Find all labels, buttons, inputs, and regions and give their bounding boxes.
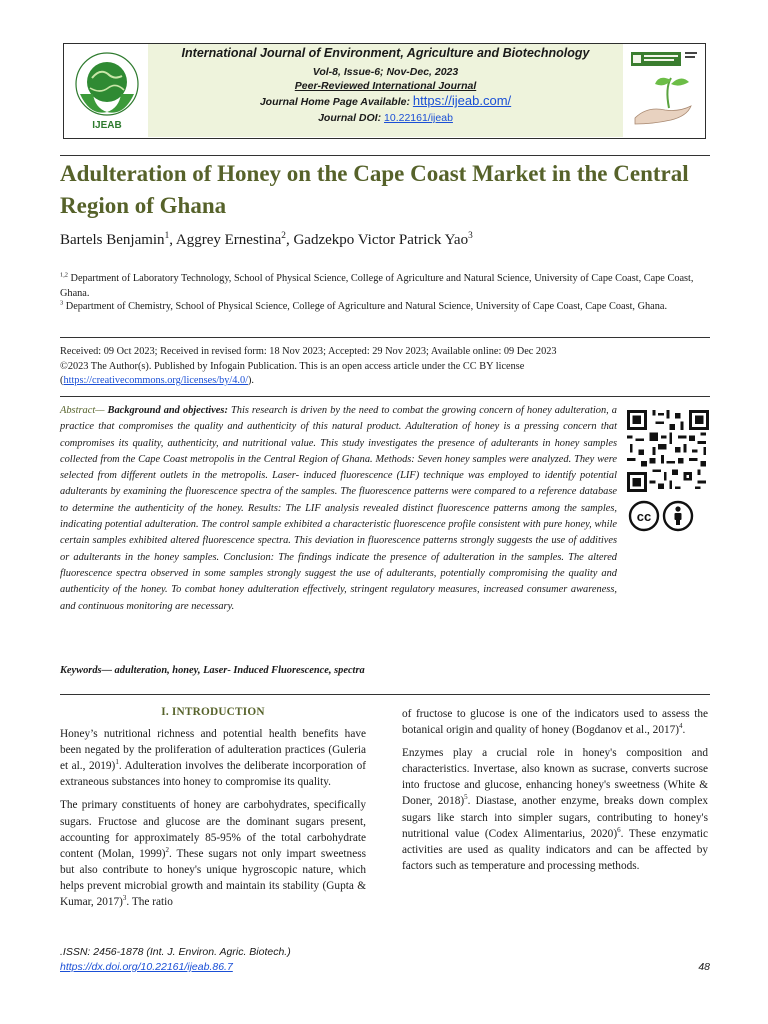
author-name: Gadzekpo Victor Patrick Yao: [293, 232, 469, 248]
paragraph-text: Honey’s nutritional richness and potential health benefits have been negated by the proliferation of adulteration practices (Guleria et al., 2019): [60, 728, 366, 773]
paragraph-text: The primary constituents of honey are carbohydrates, specifically sugars. Fructose and glucose are the dominant sugars present, accounting for approximately 85-95% of the total carbohydrate content (Molan, 1999): [60, 799, 366, 860]
abstract-text: This research is driven by the need to combat the growing concern of honey adulteration, a practice that compromises the quality and authenticity of this natural product. Adulteration of honey is a pressing concern that compromises its quality, authenticity, and nutritional value. This study investigates the presence of adulterants in honey samples collected from the Cape Coast metropolis in the Central Region of Ghana. Methods: Seven honey samples were analyzed. They were selected from different outlets in the metropolis. Laser- induced fluorescence (LIF) technique was employed to identify potential adulterants by examining the fluorescence spectra of the samples. The fluorescence patterns were compared to a reference database to determine the authenticity of the honey. Results: The LIF analysis revealed distinct fluorescence patterns among the samples, indicating potential adulteration. The control sample exhibited a characteristic fluorescence profile consistent with pure honey, while certain samples exhibited altered fluorescence spectra. This deviation in fluorescence patterns strongly suggests the use of additives or adulterants in the honey samples. Conclusion: The findings indicate the presence of adulteration in the samples. The altered fluorescence spectra observed in some samples strongly suggest the use of adulterants, potentially compromising the quality and authenticity of the honey. To combat honey adulteration effectively, stringent regulatory measures, increased consumer awareness, and continuous monitoring are necessary.: [60, 405, 617, 612]
journal-home: [148, 93, 623, 110]
abstract-bold: Background and objectives:: [107, 405, 228, 416]
journal-doi-link[interactable]: 10.22161/ijeab: [384, 112, 453, 124]
author-name: Aggrey Ernestina: [175, 232, 282, 248]
author-affil-marker: 2: [281, 231, 286, 241]
paragraph-text: . The ratio: [126, 896, 173, 909]
page-footer: [60, 945, 710, 975]
affiliation: [60, 299, 700, 314]
hand-seedling-cover-icon: [629, 50, 699, 134]
journal-doi: [148, 110, 623, 126]
publication-dates: [60, 345, 700, 389]
paper-title: Adulteration of Honey on the Cape Coast Market in the Central Region of Ghana: [60, 161, 689, 218]
journal-doi-label: Journal DOI:: [318, 112, 385, 124]
affiliation-marker: 3: [60, 299, 64, 307]
author-affil-marker: 1: [164, 231, 170, 241]
paragraph-text: Enzymes play a crucial role in honey's composition and characteristics. Invertase, also known as sucrase, converts sucrose into fructose and glucose, enhancing honey's sweetness (White & Doner, 2018): [402, 747, 708, 808]
citation-marker: 4: [679, 722, 683, 731]
journal-volume: Vol-8, Issue-6; Nov-Dec, 2023: [312, 66, 459, 78]
citation-marker: 2: [165, 845, 169, 854]
affiliation-text: Department of Laboratory Technology, School of Physical Science, College of Agriculture and Natural Science, University of Cape Coast, Cape Coast, Ghana.: [60, 273, 694, 299]
logo-text: IJEAB: [92, 120, 122, 131]
citation-marker: 1: [115, 758, 119, 767]
cc-by-license-icon[interactable]: [628, 500, 696, 532]
dates-line: Received: 09 Oct 2023; Received in revised form: 18 Nov 2023; Accepted: 29 Nov 2023; Available online: 09 Dec 2023: [60, 346, 557, 357]
divider: [60, 155, 710, 156]
page-number: 48: [698, 961, 710, 973]
keywords: Keywords— adulteration, honey, Laser- Induced Fluorescence, spectra: [60, 665, 365, 676]
paragraph-text: . Adulteration involves the deliberate incorporation of extraneous substances into honey to compromise its quality.: [60, 760, 366, 789]
paragraph-text: . Diastase, another enzyme, breaks down complex sugars like starch into simpler sugars, contributing to honey's nutritional value (Codex Alimentarius, 2020): [402, 795, 708, 840]
author-name: Bartels Benjamin: [60, 232, 165, 248]
journal-home-label: Journal Home Page Available:: [259, 96, 413, 108]
citation-marker: 3: [122, 894, 127, 903]
affiliation-marker: 1,2: [60, 271, 68, 279]
affiliation-text: Department of Chemistry, School of Physical Science, College of Agriculture and Natural Science, University of Cape Coast, Cape Coast, Ghana.: [65, 301, 668, 312]
body-column-right: [402, 706, 708, 881]
paragraph-text: . These sugars not only impart sweetness but also contribute to honey's unique hygroscopic nature, which helps prevent microbial growth and maintain its stability (Gupta & Kumar, 2017): [60, 847, 366, 909]
license-link[interactable]: https://creativecommons.org/licenses/by/4.0/: [63, 375, 248, 386]
license-url-line: (https://creativecommons.org/licenses/by/4.0/).: [60, 375, 255, 386]
author-affil-marker: 3: [468, 231, 473, 241]
citation-marker: 5: [464, 793, 468, 802]
journal-home-link[interactable]: https://ijeab.com/: [412, 93, 512, 108]
qr-code-icon[interactable]: [625, 410, 711, 492]
body-paragraph: [402, 706, 708, 738]
body-paragraph: [60, 797, 366, 910]
divider: [60, 337, 710, 338]
body-column-left: [60, 704, 366, 917]
footer-doi-link[interactable]: https://dx.doi.org/10.22161/ijeab.86.7: [60, 961, 233, 973]
body-paragraph: [60, 726, 366, 790]
journal-logo-icon: [68, 48, 146, 134]
abstract-lead: Abstract—: [60, 405, 105, 416]
journal-header-text: [148, 44, 623, 137]
body-paragraph: [402, 745, 708, 874]
divider: [60, 694, 710, 695]
paragraph-text: of fructose to glucose is one of the indicators used to assess the botanical origin and quality of honey (Bogdanov et al., 2017): [402, 708, 708, 737]
footer-issn: .ISSN: 2456-1878 (Int. J. Environ. Agric. Biotech.): [60, 946, 291, 958]
journal-title: International Journal of Environment, Agriculture and Biotechnology: [181, 46, 590, 60]
journal-header: [63, 43, 706, 139]
divider: [60, 396, 710, 397]
abstract: [60, 403, 617, 615]
paragraph-text: .: [682, 724, 686, 737]
author-list: Bartels Benjamin$^1$, Aggrey Ernestina$^2$, Gadzekpo Victor Patrick Yao$^3$: [60, 231, 473, 248]
citation-marker: 6: [617, 825, 621, 834]
affiliation: [60, 271, 700, 301]
journal-peer-reviewed: Peer-Reviewed International Journal: [294, 80, 477, 92]
license-line: ©2023 The Author(s). Published by Infogain Publication. This is an open access article under the CC BY license: [60, 360, 525, 372]
cc-label: cc: [636, 509, 652, 524]
section-heading: I. INTRODUCTION: [161, 706, 265, 718]
paragraph-text: . These enzymatic activities are used as quality indicators and can be affected by factors such as temperature and processing methods.: [402, 827, 708, 872]
